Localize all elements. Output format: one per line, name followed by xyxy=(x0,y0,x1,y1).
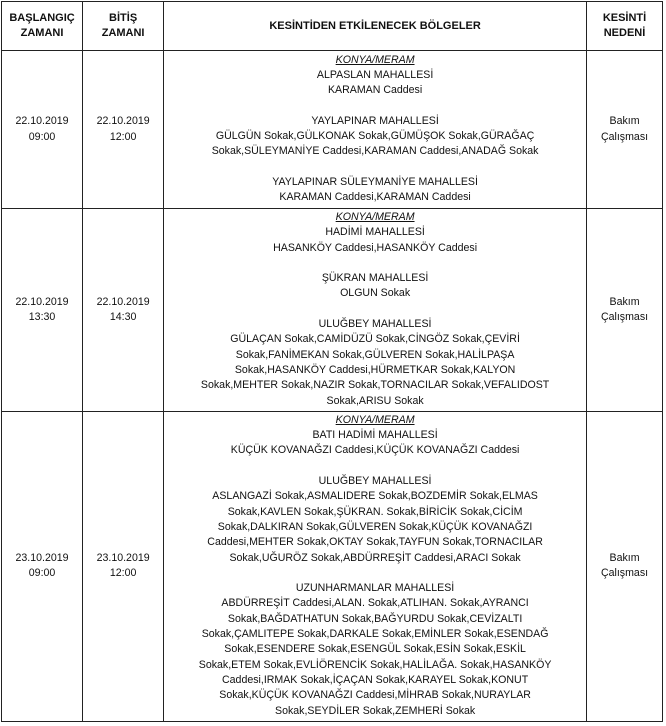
end-time-cell xyxy=(83,411,164,721)
neighborhood-name: ULUĞBEY MAHALLESİ xyxy=(318,475,432,488)
header-reason: KESİNTİ NEDENİ xyxy=(587,2,663,51)
street-list: KÜÇÜK KOVANAĞZI Caddesi,KÜÇÜK KOVANAĞZI Caddesi xyxy=(230,444,520,457)
table-row xyxy=(2,411,663,721)
street-list: GÜLAÇAN Sokak,CAMİDÜZÜ Sokak,CİNGÖZ Sokak,ÇEVİRİ xyxy=(230,333,520,346)
end-hour: 12:00 xyxy=(109,130,137,143)
neighborhood-name: ULUĞBEY MAHALLESİ xyxy=(318,318,432,331)
street-list: KARAMAN Caddesi,KARAMAN Caddesi xyxy=(279,191,471,204)
neighborhood-name: BATI HADİMİ MAHALLESİ xyxy=(312,429,438,442)
street-list: HASANKÖY Caddesi,HASANKÖY Caddesi xyxy=(273,241,478,254)
neighborhood-name: YAYLAPINAR MAHALLESİ xyxy=(311,114,439,127)
header-end-time: BİTİŞ ZAMANI xyxy=(83,2,164,51)
neighborhood-name: ŞÜKRAN MAHALLESİ xyxy=(321,272,429,285)
reason-line: Çalışması xyxy=(600,567,649,580)
affected-areas-cell xyxy=(164,411,587,721)
street-list: Sokak,ARISU Sokak xyxy=(326,394,424,407)
reason-line: Bakım xyxy=(609,295,640,308)
street-list: Caddesi,IRMAK Sokak,İÇAÇAN Sokak,KARAYEL Sokak,KONUT xyxy=(222,673,529,686)
street-list: Sokak,UĞURÖZ Sokak,ABDÜRREŞİT Caddesi,ARACI Sokak xyxy=(229,551,521,564)
street-list: Sokak,ESENDERE Sokak,ESENGÜL Sokak,ESİN Sokak,ESKİL xyxy=(224,643,526,656)
street-list: GÜLGÜN Sokak,GÜLKONAK Sokak,GÜMÜŞOK Sokak,GÜRAĞAÇ xyxy=(215,130,535,142)
header-start-time: BAŞLANGIÇ ZAMANI xyxy=(2,2,83,51)
street-list: OLGUN Sokak xyxy=(340,287,411,300)
street-list: KARAMAN Caddesi xyxy=(327,84,423,97)
region-name: KONYA/MERAM xyxy=(335,53,415,66)
street-list: Sokak,ÇAMLITEPE Sokak,DARKALE Sokak,EMİNLER Sokak,ESENDAĞ xyxy=(201,628,549,641)
street-list: Sokak,BAĞDATHATUN Sokak,BAĞYURDU Sokak,CEVİZALTI xyxy=(227,612,523,625)
reason-cell xyxy=(587,51,663,209)
region-name: KONYA/MERAM xyxy=(335,211,415,223)
end-date: 22.10.2019 xyxy=(96,295,150,308)
start-date: 22.10.2019 xyxy=(15,115,69,128)
street-list: ASLANGAZİ Sokak,ASMALIDERE Sokak,BOZDEMİR Sokak,ELMAS xyxy=(212,490,538,503)
affected-areas-cell xyxy=(164,209,587,412)
group-spacer xyxy=(166,98,584,113)
street-list: Sokak,KÜÇÜK KOVANAĞZI Caddesi,MİHRAB Sokak,NURAYLAR xyxy=(219,689,531,702)
neighborhood-name: YAYLAPINAR SÜLEYMANİYE MAHALLESİ xyxy=(272,175,478,188)
start-time-cell xyxy=(2,411,83,721)
street-list: Sokak,FANİMEKAN Sokak,GÜLVEREN Sokak,HALİLPAŞA xyxy=(235,348,515,361)
region-name: KONYA/MERAM xyxy=(335,413,415,426)
start-time-cell xyxy=(2,209,83,412)
header-row xyxy=(2,2,663,51)
neighborhood-name: HADİMİ MAHALLESİ xyxy=(325,226,425,239)
affected-areas-cell xyxy=(164,51,587,209)
reason-cell xyxy=(587,411,663,721)
street-list: ABDÜRREŞİT Caddesi,ALAN. Sokak,ATLIHAN. Sokak,AYRANCI xyxy=(221,597,529,610)
end-date: 22.10.2019 xyxy=(96,115,150,128)
reason-cell xyxy=(587,209,663,412)
header-affected-areas: KESİNTİDEN ETKİLENECEK BÖLGELER xyxy=(164,2,587,51)
group-spacer xyxy=(166,160,584,175)
end-hour: 14:30 xyxy=(109,310,137,323)
table-row xyxy=(2,209,663,412)
street-list: Sokak,DALKIRAN Sokak,GÜLVEREN Sokak,KÜÇÜK KOVANAĞZI xyxy=(217,520,533,533)
start-time-cell xyxy=(2,51,83,209)
group-spacer xyxy=(166,459,584,474)
outage-table xyxy=(1,1,663,722)
start-date: 22.10.2019 xyxy=(15,295,69,308)
start-hour: 09:00 xyxy=(28,567,56,580)
reason-line: Bakım xyxy=(609,115,640,128)
group-spacer xyxy=(166,566,584,581)
table-row xyxy=(2,51,663,209)
reason-line: Çalışması xyxy=(600,130,649,143)
start-date: 23.10.2019 xyxy=(15,552,69,565)
start-hour: 13:30 xyxy=(28,310,56,323)
reason-line: Çalışması xyxy=(600,310,649,323)
neighborhood-name: UZUNHARMANLAR MAHALLESİ xyxy=(295,582,455,595)
street-list: Sokak,MEHTER Sokak,NAZIR Sokak,TORNACILAR Sokak,VEFALIDOST xyxy=(200,379,550,392)
street-list: Sokak,SÜLEYMANİYE Caddesi,KARAMAN Caddesi,ANADAĞ Sokak xyxy=(211,145,539,158)
end-date: 23.10.2019 xyxy=(96,552,150,565)
group-spacer xyxy=(166,302,584,317)
group-spacer xyxy=(166,256,584,271)
street-list: Sokak,KAVLEN Sokak,ŞÜKRAN. Sokak,BİRİCİK Sokak,CİCİM xyxy=(227,505,523,518)
end-time-cell xyxy=(83,209,164,412)
street-list: Sokak,ETEM Sokak,EVLİÖRENCİK Sokak,HALİLAĞA. Sokak,HASANKÖY xyxy=(198,658,552,671)
end-hour: 12:00 xyxy=(109,567,137,580)
neighborhood-name: ALPASLAN MAHALLESİ xyxy=(316,68,434,81)
end-time-cell xyxy=(83,51,164,209)
street-list: Caddesi,MEHTER Sokak,OKTAY Sokak,TAYFUN Sokak,TORNACILAR xyxy=(207,536,543,549)
reason-line: Bakım xyxy=(609,552,640,565)
street-list: Sokak,HASANKÖY Caddesi,HÜRMETKAR Sokak,KALYON xyxy=(234,363,516,376)
start-hour: 09:00 xyxy=(28,130,56,143)
street-list: Sokak,SEYDİLER Sokak,ZEMHERİ Sokak xyxy=(275,704,476,717)
